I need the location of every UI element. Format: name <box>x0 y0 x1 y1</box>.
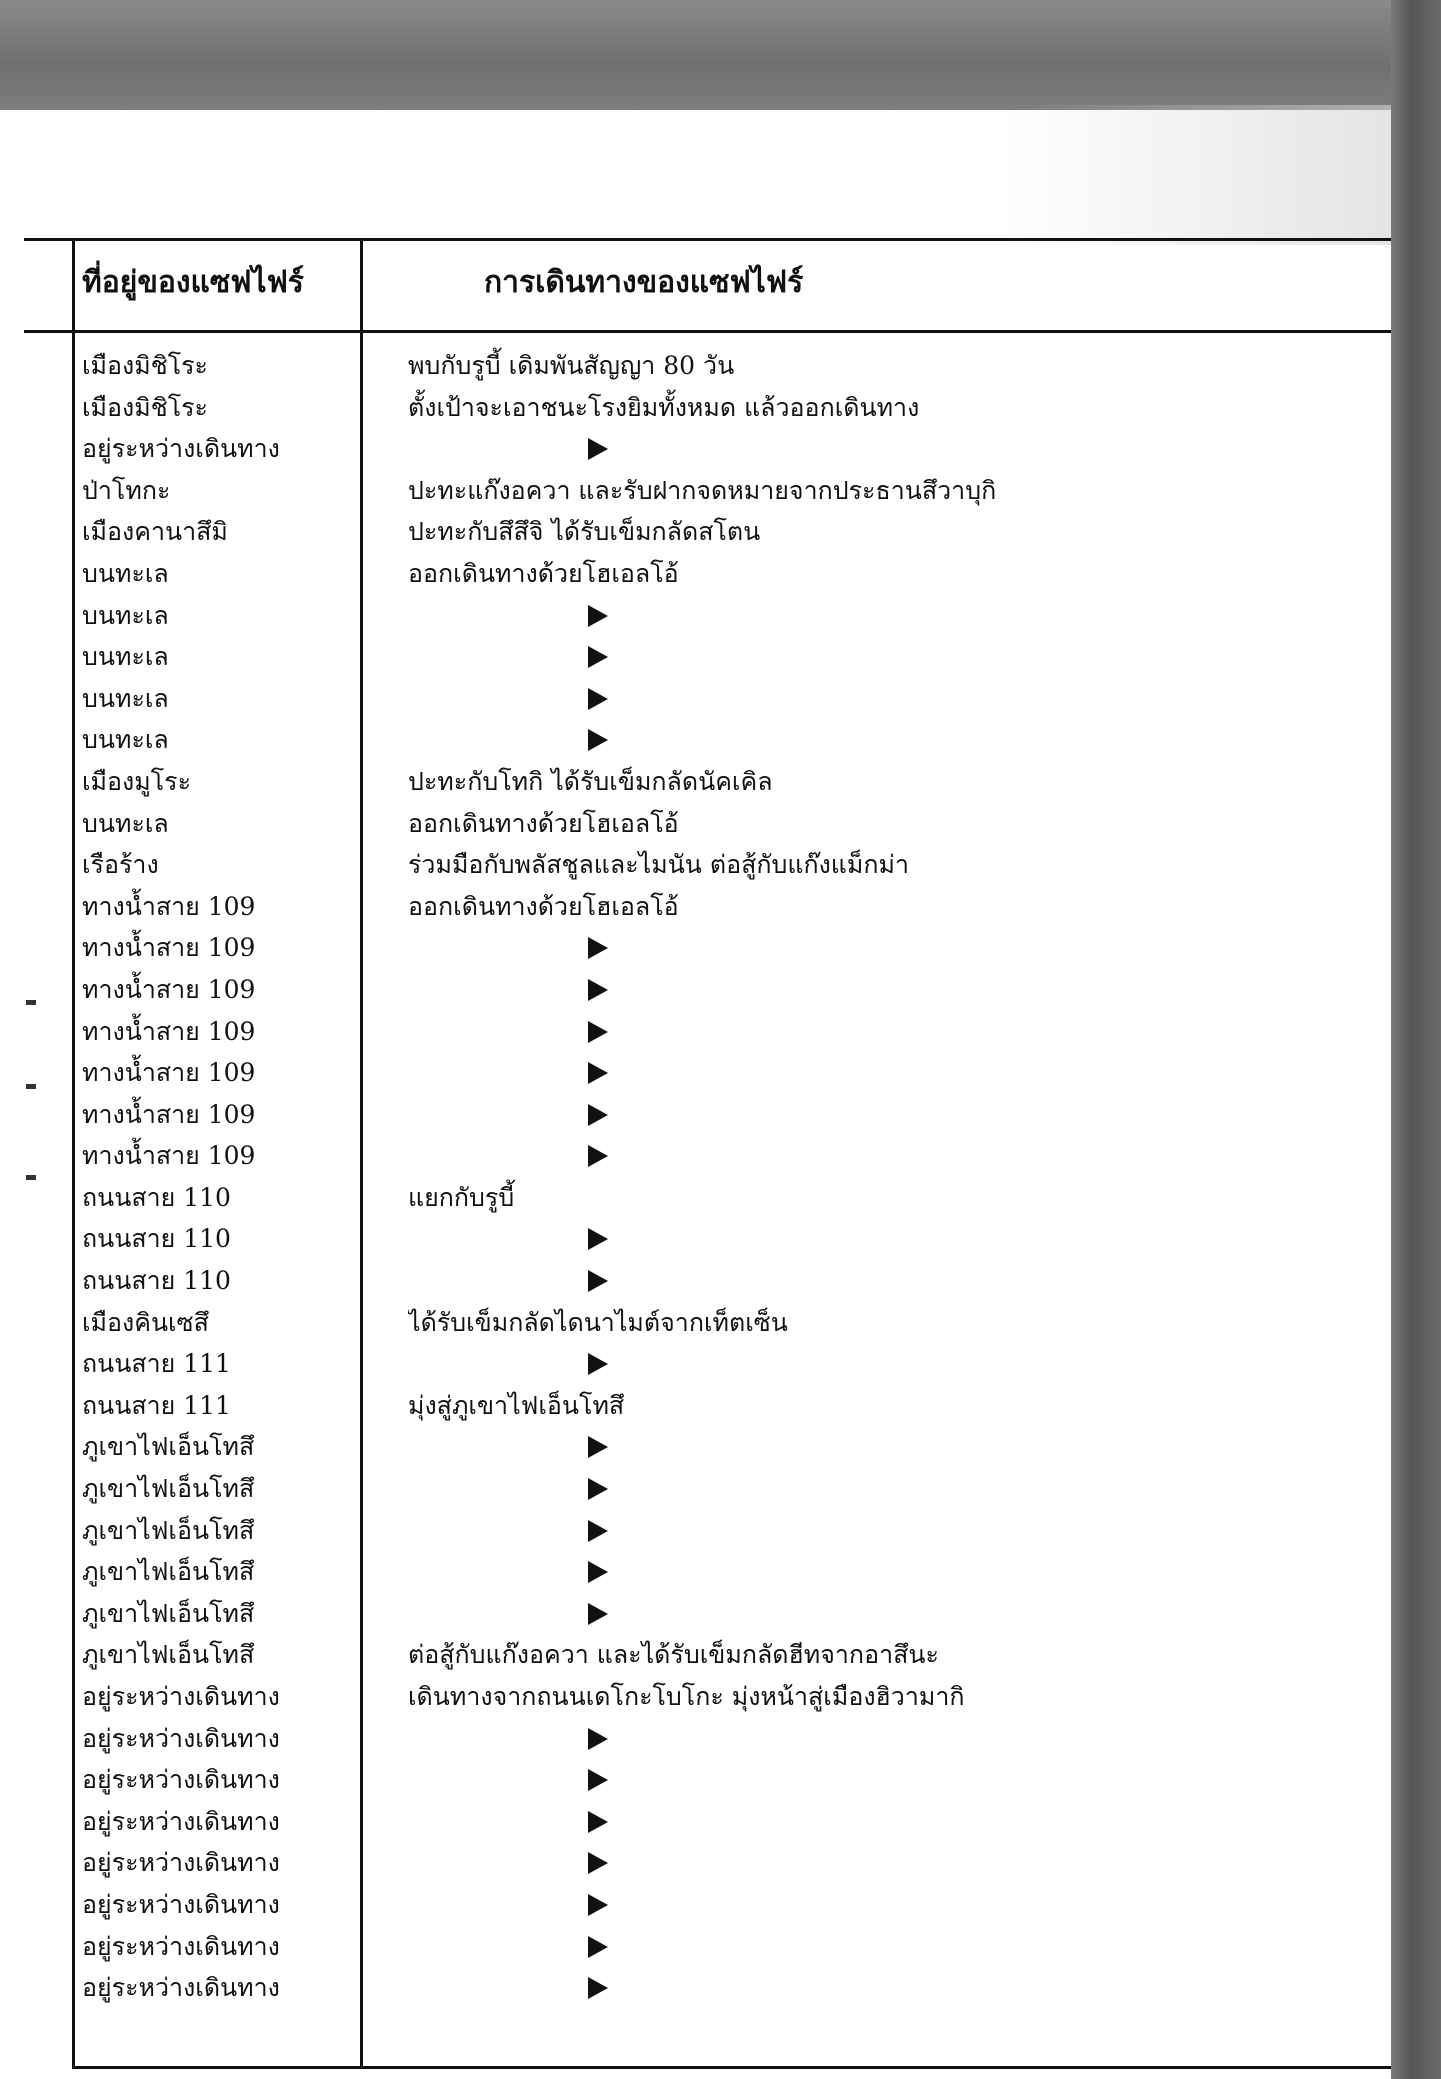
place-cell: ภูเขาไฟเอ็นโทสึ <box>82 1598 255 1628</box>
right-arrow-icon <box>588 1561 608 1583</box>
table-bottom-rule <box>74 2066 1391 2069</box>
column-divider-middle <box>360 238 363 2069</box>
place-cell: ทางน้ำสาย 109 <box>82 933 256 963</box>
journey-cell <box>408 1759 1368 1801</box>
journey-cell <box>408 1218 1368 1260</box>
right-arrow-icon <box>588 1478 608 1500</box>
right-arrow-icon <box>588 1104 608 1126</box>
right-arrow-icon <box>588 646 608 668</box>
journey-cell <box>408 927 1368 969</box>
journey-cell <box>408 1801 1368 1843</box>
right-arrow-icon <box>588 688 608 710</box>
scan-mark <box>26 1175 36 1180</box>
journey-cell: ออกเดินทางด้วยโฮเอลโอ้ <box>408 808 679 838</box>
place-cell: เมืองคินเซสึ <box>82 1307 209 1337</box>
place-cell: อยู่ระหว่างเดินทาง <box>82 1889 280 1919</box>
place-cell: บนทะเล <box>82 808 169 838</box>
place-cell: อยู่ระหว่างเดินทาง <box>82 1682 280 1711</box>
journey-cell: ปะทะกับโทกิ ได้รับเข็มกลัดนัคเคิล <box>408 766 773 796</box>
journey-cell <box>408 1842 1368 1884</box>
place-cell: อยู่ระหว่างเดินทาง <box>82 434 280 464</box>
place-cell: ทางน้ำสาย 109 <box>82 891 256 921</box>
journey-cell <box>408 1011 1368 1053</box>
right-arrow-icon <box>588 1769 608 1791</box>
right-arrow-icon <box>588 729 608 751</box>
journey-cell: พบกับรูบี้ เดิมพันสัญญา 80 วัน <box>408 351 735 380</box>
journey-cell <box>408 1260 1368 1302</box>
journey-cell <box>408 595 1368 637</box>
right-arrow-icon <box>588 1894 608 1916</box>
journey-cell: เดินทางจากถนนเดโกะโบโกะ มุ่งหน้าสู่เมืองฮิวามากิ <box>408 1682 965 1711</box>
place-cell: ถนนสาย 110 <box>82 1266 231 1296</box>
journey-cell <box>408 1468 1368 1510</box>
right-arrow-icon <box>588 1436 608 1458</box>
right-arrow-icon <box>588 438 608 460</box>
place-column <box>82 345 342 2009</box>
place-cell: เรือร้าง <box>82 850 159 880</box>
place-cell: ภูเขาไฟเอ็นโทสึ <box>82 1432 255 1462</box>
place-cell: ภูเขาไฟเอ็นโทสึ <box>82 1640 255 1670</box>
place-cell: บนทะเล <box>82 558 169 588</box>
place-cell: อยู่ระหว่างเดินทาง <box>82 1765 280 1795</box>
place-cell: อยู่ระหว่างเดินทาง <box>82 1806 280 1836</box>
table-top-rule <box>24 238 1391 241</box>
journey-cell <box>408 1718 1368 1760</box>
journey-cell <box>408 969 1368 1011</box>
journey-cell: แยกกับรูบี้ <box>408 1182 515 1212</box>
scan-shade <box>1000 105 1391 245</box>
journey-cell: ได้รับเข็มกลัดไดนาไมต์จากเท็ตเซ็น <box>408 1307 788 1337</box>
place-cell: อยู่ระหว่างเดินทาง <box>82 1931 280 1961</box>
right-arrow-icon <box>588 979 608 1001</box>
journey-cell <box>408 1052 1368 1094</box>
place-cell: ถนนสาย 110 <box>82 1182 231 1212</box>
right-arrow-icon <box>588 1936 608 1958</box>
place-cell: ถนนสาย 111 <box>82 1349 231 1379</box>
journey-cell <box>408 1926 1368 1968</box>
scan-shadow-right <box>1391 0 1441 2079</box>
right-arrow-icon <box>588 1852 608 1874</box>
journey-cell: ร่วมมือกับพลัสชูลและไมนัน ต่อสู้กับแก๊งแม็กม่า <box>408 850 910 880</box>
place-cell: บนทะเล <box>82 683 169 713</box>
place-cell: ถนนสาย 110 <box>82 1224 231 1254</box>
place-cell: ทางน้ำสาย 109 <box>82 1141 256 1171</box>
place-cell: ภูเขาไฟเอ็นโทสึ <box>82 1515 255 1545</box>
journey-cell <box>408 1510 1368 1552</box>
right-arrow-icon <box>588 1977 608 1999</box>
place-cell: ทางน้ำสาย 109 <box>82 974 256 1004</box>
journey-cell: ปะทะกับสึสึจิ ได้รับเข็มกลัดสโตน <box>408 517 761 547</box>
journey-cell <box>408 1343 1368 1385</box>
right-arrow-icon <box>588 1270 608 1292</box>
journey-cell <box>408 1967 1368 2009</box>
scan-shadow-top <box>0 0 1441 110</box>
place-cell: ทางน้ำสาย 109 <box>82 1016 256 1046</box>
journey-cell <box>408 1094 1368 1136</box>
journey-cell <box>408 428 1368 470</box>
right-arrow-icon <box>588 1145 608 1167</box>
scan-mark <box>26 1084 36 1089</box>
journey-cell: ออกเดินทางด้วยโฮเอลโอ้ <box>408 558 679 588</box>
right-arrow-icon <box>588 1228 608 1250</box>
place-cell: ภูเขาไฟเอ็นโทสึ <box>82 1557 255 1587</box>
place-cell: ป่าโทกะ <box>82 475 171 505</box>
right-arrow-icon <box>588 937 608 959</box>
journey-cell <box>408 719 1368 761</box>
right-arrow-icon <box>588 1353 608 1375</box>
column-divider-left <box>72 238 75 2069</box>
place-cell: อยู่ระหว่างเดินทาง <box>82 1723 280 1753</box>
table-header-rule <box>24 330 1391 333</box>
place-cell: อยู่ระหว่างเดินทาง <box>82 1973 280 2003</box>
column-header-journey: การเดินทางของแซฟไฟร์ <box>484 265 804 300</box>
journey-cell: ต่อสู้กับแก๊งอควา และได้รับเข็มกลัดฮีทจากอาสึนะ <box>408 1640 939 1670</box>
journey-cell: มุ่งสู่ภูเขาไฟเอ็นโทสึ <box>408 1390 625 1420</box>
place-cell: บนทะเล <box>82 725 169 755</box>
scan-mark <box>26 1000 36 1005</box>
right-arrow-icon <box>588 1021 608 1043</box>
right-arrow-icon <box>588 1728 608 1750</box>
journey-cell <box>408 1135 1368 1177</box>
place-cell: เมืองมูโระ <box>82 766 192 796</box>
place-cell: ทางน้ำสาย 109 <box>82 1058 256 1088</box>
journey-cell: ตั้งเป้าจะเอาชนะโรงยิมทั้งหมด แล้วออกเดินทาง <box>408 392 920 422</box>
journey-cell <box>408 1593 1368 1635</box>
right-arrow-icon <box>588 1520 608 1542</box>
journey-column <box>408 345 1368 2009</box>
journey-cell <box>408 1884 1368 1926</box>
place-cell: เมืองมิชิโระ <box>82 351 208 380</box>
journey-cell <box>408 636 1368 678</box>
journey-cell <box>408 1551 1368 1593</box>
place-cell: บนทะเล <box>82 600 169 630</box>
place-cell: ถนนสาย 111 <box>82 1390 231 1420</box>
place-cell: เมืองคานาสึมิ <box>82 517 228 547</box>
journey-cell: ปะทะแก๊งอควา และรับฝากจดหมายจากประธานสึวาบุกิ <box>408 475 997 505</box>
right-arrow-icon <box>588 1062 608 1084</box>
journey-cell <box>408 678 1368 720</box>
right-arrow-icon <box>588 605 608 627</box>
place-cell: บนทะเล <box>82 642 169 672</box>
journey-cell: ออกเดินทางด้วยโฮเอลโอ้ <box>408 891 679 921</box>
right-arrow-icon <box>588 1811 608 1833</box>
place-cell: อยู่ระหว่างเดินทาง <box>82 1848 280 1878</box>
right-arrow-icon <box>588 1603 608 1625</box>
place-cell: ทางน้ำสาย 109 <box>82 1099 256 1129</box>
place-cell: ภูเขาไฟเอ็นโทสึ <box>82 1474 255 1504</box>
column-header-place: ที่อยู่ของแซฟไฟร์ <box>82 265 304 300</box>
journey-cell <box>408 1426 1368 1468</box>
place-cell: เมืองมิชิโระ <box>82 392 208 422</box>
